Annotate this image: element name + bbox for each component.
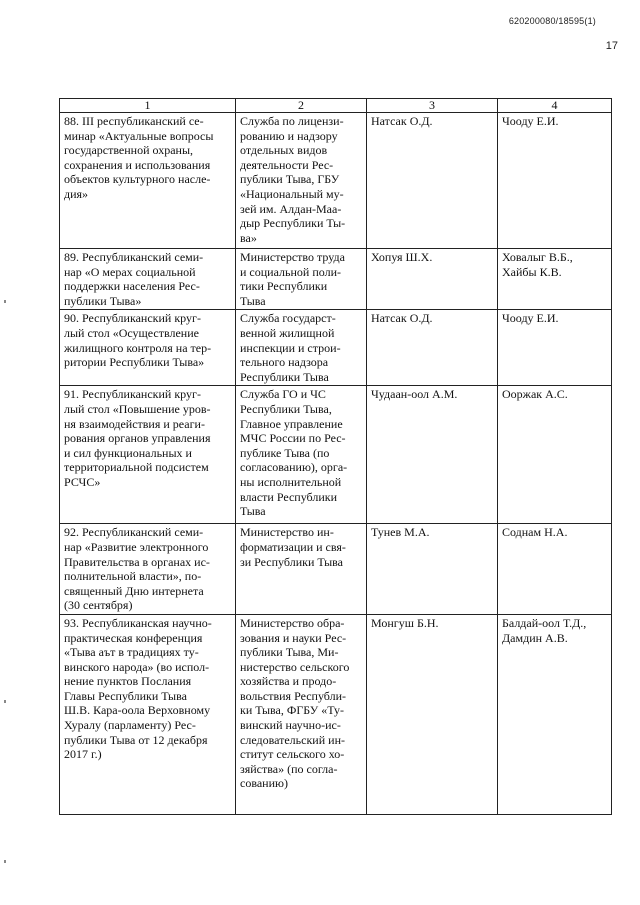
table-row — [60, 386, 612, 524]
curator-cell: Чооду Е.И. — [498, 310, 612, 386]
curator-cell: Ховалыг В.Б., Хайбы К.В. — [498, 249, 612, 310]
event-cell: 88. III республиканский се- минар «Актуальные вопросы государственной охраны, сохранения и использования объектов культурного насле- дия» — [60, 113, 236, 249]
event-cell: 92. Республиканский семи- нар «Развитие электронного Правительства в органах ис- полнительной власти», по- священный Дню интернета (30 сентября) — [60, 524, 236, 615]
organizers-cell: Служба государст- венной жилищной инспекции и строи- тельного надзора Республики Тыва — [236, 310, 367, 386]
responsible-cell: Монгуш Б.Н. — [367, 614, 498, 814]
curator-cell: Ооржак А.С. — [498, 386, 612, 524]
scan-edge-mark — [4, 700, 6, 703]
responsible-cell: Натсак О.Д. — [367, 113, 498, 249]
document-id: 620200080/18595(1) — [508, 16, 596, 26]
curator-cell: Соднам Н.А. — [498, 524, 612, 615]
organizers-cell: Служба по лицензи- рованию и надзору отдельных видов деятельности Рес- публики Тыва, ГБУ «Национальный му- зей им. Алдан-Маа- дыр Республики Ты- ва» — [236, 113, 367, 249]
scan-edge-mark — [4, 300, 6, 303]
curator-cell: Балдай-оол Т.Д., Дамдин А.В. — [498, 614, 612, 814]
responsible-cell: Тунев М.А. — [367, 524, 498, 615]
organizers-cell: Министерство труда и социальной поли- тики Республики Тыва — [236, 249, 367, 310]
event-cell: 93. Республиканская научно- практическая конференция «Тыва аът в традициях ту- винского народа» (во испол- нение пунктов Послания Главы Республики Тыва Ш.В. Кара-оола Верховному Хуралу (парламенту) Рес- публики Тыва от 12 декабря 2017 г.) — [60, 614, 236, 814]
event-cell: 90. Республиканский круг- лый стол «Осуществление жилищного контроля на тер- ритории Республики Тыва» — [60, 310, 236, 386]
table-row — [60, 310, 612, 386]
table-header-row — [60, 99, 612, 113]
curator-cell: Чооду Е.И. — [498, 113, 612, 249]
table-row — [60, 113, 612, 249]
responsible-cell: Чудаан-оол А.М. — [367, 386, 498, 524]
event-cell: 89. Республиканский семи- нар «О мерах социальной поддержки населения Рес- публики Тыва» — [60, 249, 236, 310]
event-cell: 91. Республиканский круг- лый стол «Повышение уров- ня взаимодействия и реаги- рования органов управления и сил функциональных и территориальной подсистем РСЧС» — [60, 386, 236, 524]
column-header: 1 — [60, 99, 236, 113]
table-row — [60, 614, 612, 814]
column-header: 2 — [236, 99, 367, 113]
column-header: 3 — [367, 99, 498, 113]
events-table — [59, 98, 612, 815]
column-header: 4 — [498, 99, 612, 113]
responsible-cell: Натсак О.Д. — [367, 310, 498, 386]
scan-edge-mark — [4, 860, 6, 863]
organizers-cell: Министерство ин- форматизации и свя- зи Республики Тыва — [236, 524, 367, 615]
table-row — [60, 249, 612, 310]
responsible-cell: Хопуя Ш.Х. — [367, 249, 498, 310]
organizers-cell: Министерство обра- зования и науки Рес- публики Тыва, Ми- нистерство сельского хозяйства и продо- вольствия Республи- ки Тыва, ФГБУ «Ту- винский научно-ис- следовательский ин- ститут сельского хо- зяйства» (по согла- сованию) — [236, 614, 367, 814]
table-row — [60, 524, 612, 615]
page-number: 17 — [605, 40, 618, 52]
organizers-cell: Служба ГО и ЧС Республики Тыва, Главное управление МЧС России по Рес- публике Тыва (по согласованию), орга- ны исполнительной власти Республики Тыва — [236, 386, 367, 524]
